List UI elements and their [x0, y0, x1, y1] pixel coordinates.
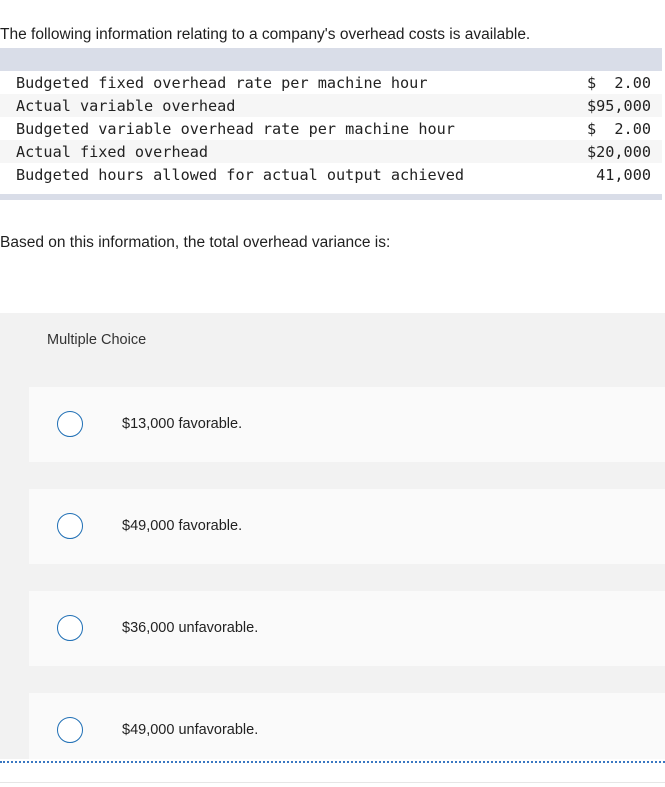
option-label: $49,000 unfavorable.	[122, 722, 259, 738]
radio-circle-icon[interactable]	[57, 513, 83, 539]
row-value: $ 2.00	[570, 117, 662, 140]
row-label: Budgeted hours allowed for actual output achieved	[0, 163, 570, 186]
answer-option-2[interactable]	[29, 489, 665, 564]
row-label: Budgeted variable overhead rate per machine hour	[0, 117, 570, 140]
dotted-divider	[0, 761, 665, 763]
bottom-divider	[0, 782, 665, 783]
radio-circle-icon[interactable]	[57, 717, 83, 743]
question-text: Based on this information, the total overhead variance is:	[0, 234, 391, 251]
radio-circle-icon[interactable]	[57, 615, 83, 641]
radio-circle-icon[interactable]	[57, 411, 83, 437]
overhead-data-table	[0, 48, 662, 200]
multiple-choice-header: Multiple Choice	[47, 332, 147, 348]
row-value: 41,000	[570, 163, 662, 186]
row-label: Actual variable overhead	[0, 94, 570, 117]
option-label: $13,000 favorable.	[122, 416, 243, 432]
row-label: Budgeted fixed overhead rate per machine hour	[0, 71, 570, 94]
table-row	[0, 163, 662, 186]
option-label: $49,000 favorable.	[122, 518, 243, 534]
row-value: $ 2.00	[570, 71, 662, 94]
table-row	[0, 71, 662, 94]
answer-option-3[interactable]	[29, 591, 665, 666]
option-label: $36,000 unfavorable.	[122, 620, 259, 636]
answer-option-1[interactable]	[29, 387, 665, 462]
table-bottom-bar	[0, 194, 662, 200]
data-table	[0, 71, 662, 186]
table-row	[0, 94, 662, 117]
answer-option-4[interactable]	[29, 693, 665, 759]
table-top-bar	[0, 48, 662, 71]
row-label: Actual fixed overhead	[0, 140, 570, 163]
table-row	[0, 117, 662, 140]
table-row	[0, 140, 662, 163]
row-value: $95,000	[570, 94, 662, 117]
row-value: $20,000	[570, 140, 662, 163]
intro-text: The following information relating to a company's overhead costs is available.	[0, 26, 531, 43]
multiple-choice-panel	[0, 313, 665, 759]
